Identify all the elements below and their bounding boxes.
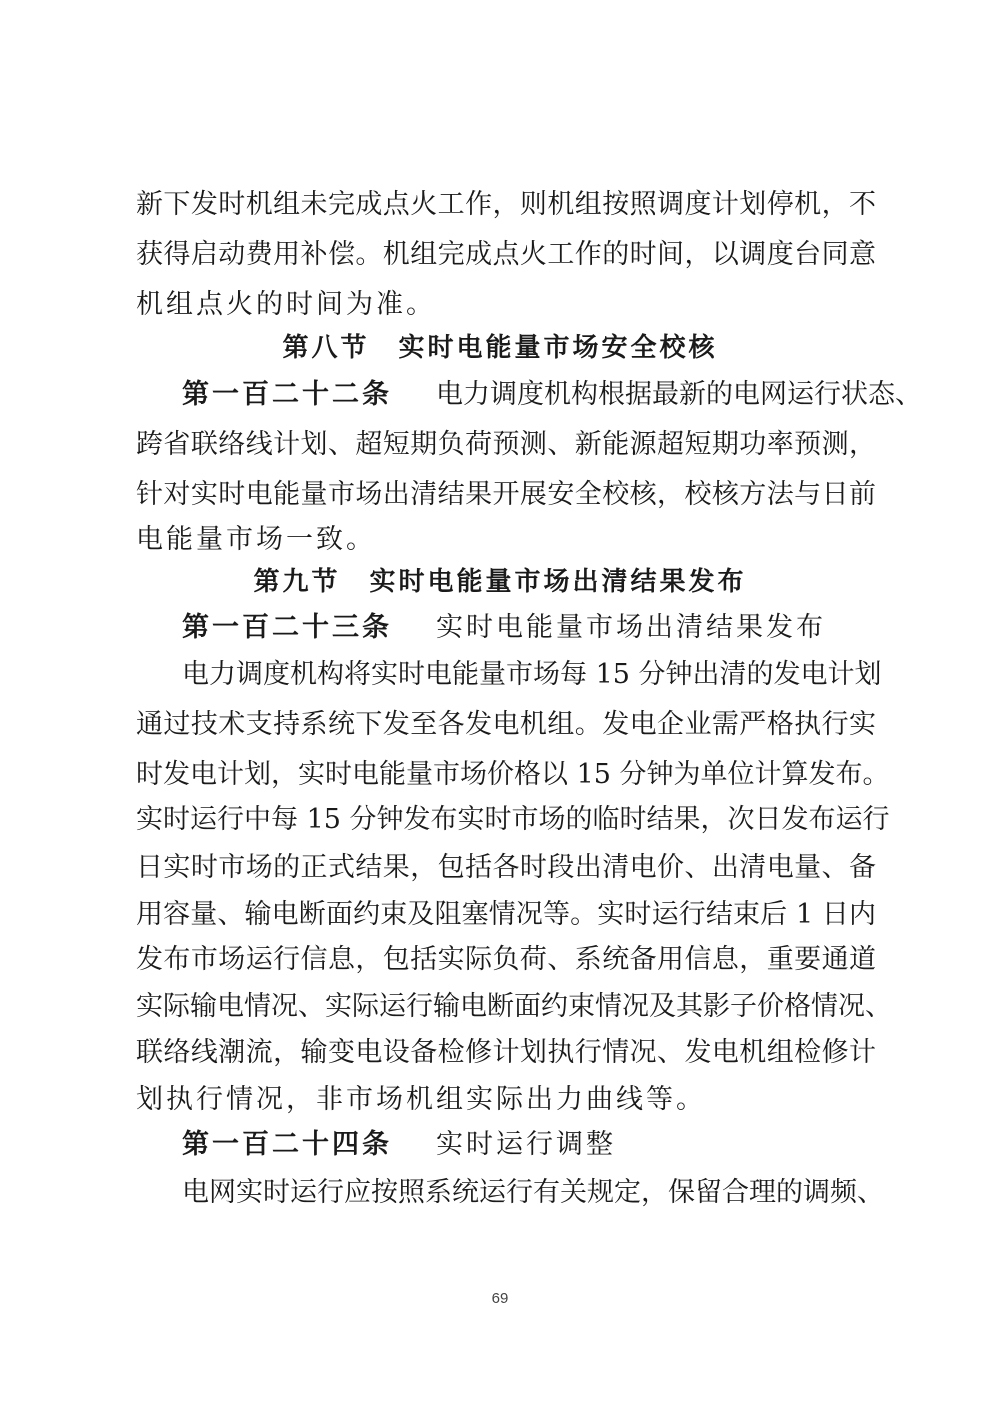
article-text: 电力调度机构根据最新的电网运行状态、 xyxy=(436,379,922,410)
article-124-heading xyxy=(182,1130,876,1160)
body-line: 电能量市场一致。 xyxy=(136,524,376,555)
body-line: 日实时市场的正式结果，包括各时段出清电价、出清电量、备 xyxy=(136,852,876,883)
article-label: 第一百二十二条 xyxy=(182,379,392,410)
article-label: 第一百二十三条 xyxy=(182,612,392,643)
body-line: 发布市场运行信息，包括实际负荷、系统备用信息，重要通道 xyxy=(136,944,876,975)
page-number: 69 xyxy=(491,1290,509,1307)
body-line: 用容量、输电断面约束及阻塞情况等。实时运行结束后 1 日内 xyxy=(136,899,876,930)
body-line: 电力调度机构将实时电能量市场每 15 分钟出清的发电计划 xyxy=(182,659,882,690)
article-title: 实时电能量市场出清结果发布 xyxy=(436,612,826,643)
body-line: 实时运行中每 15 分钟发布实时市场的临时结果，次日发布运行 xyxy=(136,804,890,835)
body-line: 跨省联络线计划、超短期负荷预测、新能源超短期功率预测， xyxy=(136,429,876,460)
article-123-heading xyxy=(182,613,876,643)
body-line: 机组点火的时间为准。 xyxy=(136,289,436,320)
body-line: 电网实时运行应按照系统运行有关规定，保留合理的调频、 xyxy=(182,1177,884,1208)
body-line: 联络线潮流，输变电设备检修计划执行情况、发电机组检修计 xyxy=(136,1037,876,1068)
body-line: 针对实时电能量市场出清结果开展安全校核，校核方法与日前 xyxy=(136,479,876,510)
body-line: 获得启动费用补偿。机组完成点火工作的时间，以调度台同意 xyxy=(136,239,876,270)
body-line: 时发电计划，实时电能量市场价格以 15 分钟为单位计算发布。 xyxy=(136,759,890,790)
section-heading: 第九节 实时电能量市场出清结果发布 xyxy=(253,567,747,597)
body-line: 实际输电情况、实际运行输电断面约束情况及其影子价格情况、 xyxy=(136,991,892,1022)
body-line: 新下发时机组未完成点火工作，则机组按照调度计划停机，不 xyxy=(136,189,876,220)
body-line: 通过技术支持系统下发至各发电机组。发电企业需严格执行实 xyxy=(136,709,876,740)
article-label: 第一百二十四条 xyxy=(182,1129,392,1160)
body-line: 划执行情况，非市场机组实际出力曲线等。 xyxy=(136,1084,706,1115)
section-heading: 第八节 实时电能量市场安全校核 xyxy=(282,333,718,363)
article-122-first-line xyxy=(182,379,922,410)
article-title: 实时运行调整 xyxy=(436,1129,616,1160)
